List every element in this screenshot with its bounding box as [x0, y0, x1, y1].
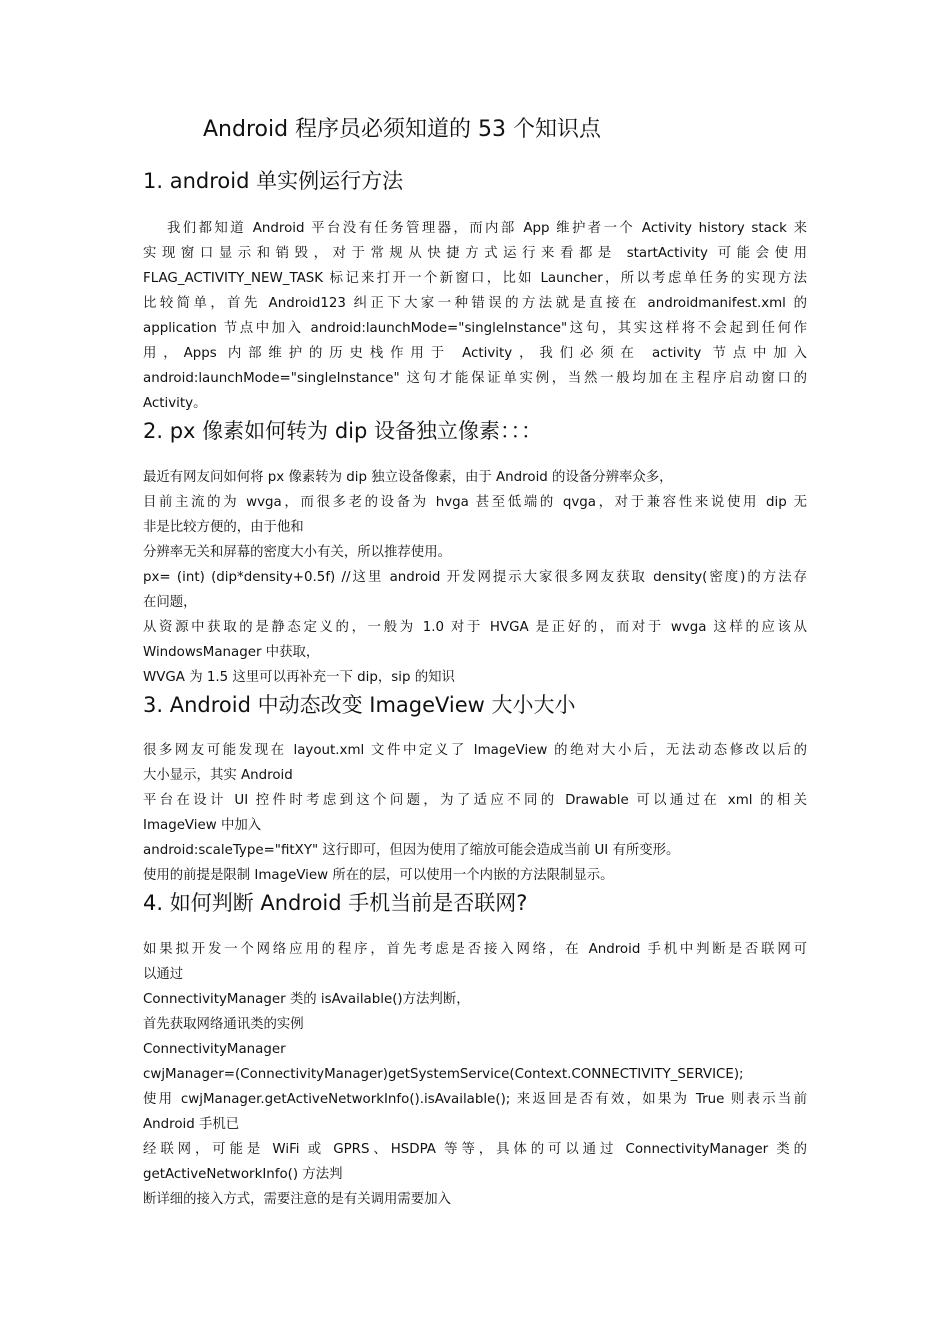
paragraph-line: 经联网，可能是 WiFi 或 GPRS、HSDPA 等等，具体的可以通过 ConnectivityManager 类的 [143, 1142, 807, 1157]
paragraph-line: 以通过 [143, 967, 184, 982]
paragraph-line: android:launchMode="singleInstance" 这句才能保证单实例，当然一般均加在主程序启动窗口的 [143, 371, 807, 386]
paragraph-line: 使用 cwjManager.getActiveNetworkInfo().isAvailable(); 来返回是否有效，如果为 True 则表示当前 [143, 1092, 807, 1107]
paragraph-line: px= (int) (dip*density+0.5f) //这里 android 开发网提示大家很多网友获取 density(密度)的方法存 [143, 570, 807, 585]
section-heading-4: 4. 如何判断 Android 手机当前是否联网? [143, 891, 528, 915]
paragraph-line: 首先获取网络通讯类的实例 [143, 1017, 304, 1032]
paragraph-line: cwjManager=(ConnectivityManager)getSystemService(Context.CONNECTIVITY_SERVICE); [143, 1067, 744, 1082]
paragraph-line: Activity。 [143, 396, 207, 411]
paragraph-line: getActiveNetworkInfo() 方法判 [143, 1167, 343, 1182]
section-heading-2: 2. px 像素如何转为 dip 设备独立像素：：： [143, 419, 542, 443]
paragraph-line: 平台在设计 UI 控件时考虑到这个问题，为了适应不同的 Drawable 可以通过在 xml 的相关 [143, 793, 807, 808]
paragraph-line: ConnectivityManager [143, 1042, 286, 1057]
section-heading-1: 1. android 单实例运行方法 [143, 169, 404, 193]
paragraph-line: 在问题， [143, 595, 197, 610]
paragraph-line: WVGA 为 1.5 这里可以再补充一下 dip，sip 的知识 [143, 670, 455, 685]
paragraph-line: ImageView 中加入 [143, 818, 262, 833]
paragraph-line: 断详细的接入方式，需要注意的是有关调用需要加入 [143, 1192, 451, 1207]
paragraph-line: 分辨率无关和屏幕的密度大小有关，所以推荐使用。 [143, 545, 451, 560]
section-4-body [143, 937, 807, 1212]
section-2-body [143, 465, 807, 690]
section-heading-3: 3. Android 中动态改变 ImageView 大小大小 [143, 693, 576, 717]
paragraph-line: 从资源中获取的是静态定义的，一般为 1.0 对于 HVGA 是正好的，而对于 wvga 这样的应该从 [143, 620, 807, 635]
paragraph-line: 我们都知道 Android 平台没有任务管理器，而内部 App 维护者一个 Activity history stack 来 [167, 221, 807, 236]
paragraph-line: 使用的前提是限制 ImageView 所在的层，可以使用一个内嵌的方法限制显示。 [143, 868, 614, 883]
paragraph-line: 比较简单，首先 Android123 纠正下大家一种错误的方法就是直接在 androidmanifest.xml 的 [143, 296, 807, 311]
paragraph-line: application 节点中加入 android:launchMode="singleInstance"这句，其实这样将不会起到任何作 [143, 321, 807, 336]
paragraph-line: ConnectivityManager 类的 isAvailable()方法判断， [143, 992, 470, 1007]
paragraph-line: android:scaleType="fitXY" 这行即可，但因为使用了缩放可能会造成当前 UI 有所变形。 [143, 843, 680, 858]
section-1-body [143, 216, 807, 416]
paragraph-line: 目前主流的为 wvga，而很多老的设备为 hvga 甚至低端的 qvga，对于兼容性来说使用 dip 无 [143, 495, 807, 510]
paragraph-line: 最近有网友问如何将 px 像素转为 dip 独立设备像素，由于 Android 的设备分辨率众多， [143, 470, 673, 485]
paragraph-line: 很多网友可能发现在 layout.xml 文件中定义了 ImageView 的绝对大小后，无法动态修改以后的 [143, 743, 807, 758]
page-title: Android 程序员必须知道的 53 个知识点 [203, 117, 602, 142]
paragraph-line: 用，Apps 内部维护的历史栈作用于 Activity，我们必须在 activity 节点中加入 [143, 346, 807, 361]
section-3-body [143, 738, 807, 888]
paragraph-line: 如果拟开发一个网络应用的程序，首先考虑是否接入网络，在 Android 手机中判断是否联网可 [143, 942, 807, 957]
paragraph-line: 非是比较方便的，由于他和 [143, 520, 304, 535]
paragraph-line: Android 手机已 [143, 1117, 240, 1132]
paragraph-line: FLAG_ACTIVITY_NEW_TASK 标记来打开一个新窗口，比如 Launcher，所以考虑单任务的实现方法 [143, 271, 807, 286]
paragraph-line: 大小显示，其实 Android [143, 768, 293, 783]
paragraph-line: 实现窗口显示和销毁，对于常规从快捷方式运行来看都是 startActivity 可能会使用 [143, 246, 807, 261]
paragraph-line: WindowsManager 中获取， [143, 645, 320, 660]
